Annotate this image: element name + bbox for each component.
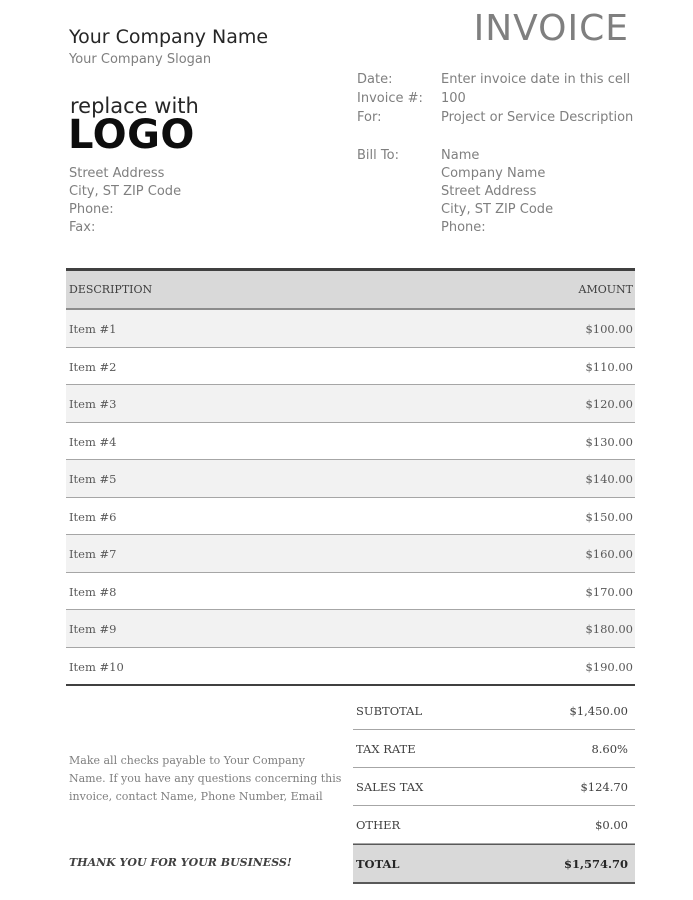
subtotal-row — [353, 692, 635, 730]
sales-tax-label: SALES TAX — [356, 780, 424, 794]
company-fax-label: Fax: — [69, 220, 96, 235]
logo-placeholder: LOGO — [68, 112, 195, 158]
table-row[interactable] — [66, 385, 635, 423]
items-table — [66, 268, 635, 686]
subtotal-value: $1,450.00 — [569, 704, 628, 718]
logo-placeholder-caption: replace with — [70, 94, 199, 118]
other-row — [353, 806, 635, 844]
table-row[interactable] — [66, 573, 635, 611]
description-column-header: DESCRIPTION — [69, 283, 153, 296]
bill-to-name[interactable]: Name — [441, 148, 480, 163]
subtotal-label: SUBTOTAL — [356, 704, 423, 718]
company-city: City, ST ZIP Code — [69, 184, 182, 199]
item-amount: $110.00 — [585, 359, 633, 374]
sales-tax-value: $124.70 — [580, 780, 628, 794]
item-description: Item #5 — [69, 472, 117, 486]
for-field[interactable]: Project or Service Description — [441, 110, 634, 125]
other-value[interactable]: $0.00 — [595, 818, 628, 832]
amount-column-header: AMOUNT — [578, 283, 633, 296]
items-table-header — [66, 268, 635, 310]
item-description: Item #4 — [69, 434, 117, 449]
table-row[interactable] — [66, 610, 635, 648]
company-address — [69, 165, 181, 237]
item-description: Item #6 — [69, 509, 117, 524]
item-description: Item #1 — [69, 322, 117, 336]
item-amount: $140.00 — [585, 472, 633, 486]
item-amount: $120.00 — [585, 397, 633, 411]
item-amount: $190.00 — [585, 659, 633, 674]
item-description: Item #7 — [69, 547, 117, 561]
item-description: Item #9 — [69, 622, 117, 636]
bill-to-street[interactable]: Street Address — [441, 184, 537, 199]
thank-you-message: THANK YOU FOR YOUR BUSINESS! — [69, 856, 292, 869]
item-amount: $130.00 — [585, 434, 633, 449]
item-amount: $170.00 — [585, 584, 633, 599]
tax-rate-value[interactable]: 8.60% — [591, 742, 628, 756]
date-label: Date: — [357, 72, 393, 87]
invoice-title: INVOICE — [473, 8, 629, 49]
tax-rate-row — [353, 730, 635, 768]
table-row[interactable] — [66, 648, 635, 687]
date-field[interactable]: Enter invoice date in this cell — [441, 72, 631, 87]
table-row[interactable] — [66, 535, 635, 573]
item-description: Item #2 — [69, 359, 117, 374]
table-row[interactable] — [66, 423, 635, 461]
table-row[interactable] — [66, 348, 635, 386]
sales-tax-row — [353, 768, 635, 806]
company-name: Your Company Name — [69, 26, 269, 48]
item-amount: $100.00 — [585, 322, 633, 336]
item-description: Item #10 — [69, 659, 124, 674]
item-description: Item #3 — [69, 397, 117, 411]
bill-to-phone[interactable]: Phone: — [441, 220, 486, 235]
invoice-number-field[interactable]: 100 — [441, 91, 466, 106]
total-value: $1,574.70 — [563, 857, 628, 871]
item-amount: $160.00 — [585, 547, 633, 561]
company-slogan: Your Company Slogan — [69, 52, 212, 67]
item-description: Item #8 — [69, 584, 117, 599]
bill-to-company[interactable]: Company Name — [441, 166, 546, 181]
for-label: For: — [357, 110, 382, 125]
total-label: TOTAL — [356, 857, 400, 871]
company-phone-label: Phone: — [69, 202, 114, 217]
company-street: Street Address — [69, 166, 165, 181]
bill-to-label: Bill To: — [357, 148, 399, 163]
item-amount: $180.00 — [585, 622, 633, 636]
payment-note: Make all checks payable to Your Company Name. If you have any questions concerning this invoice, contact Name, Phone Number, Email — [69, 754, 342, 803]
totals-table — [353, 692, 635, 884]
table-row[interactable] — [66, 498, 635, 536]
tax-rate-label: TAX RATE — [356, 742, 416, 756]
bill-to-city[interactable]: City, ST ZIP Code — [441, 202, 554, 217]
other-label: OTHER — [356, 818, 401, 832]
total-row — [353, 844, 635, 884]
table-row[interactable] — [66, 310, 635, 348]
item-amount: $150.00 — [585, 509, 633, 524]
table-row[interactable] — [66, 460, 635, 498]
invoice-number-label: Invoice #: — [357, 91, 423, 106]
